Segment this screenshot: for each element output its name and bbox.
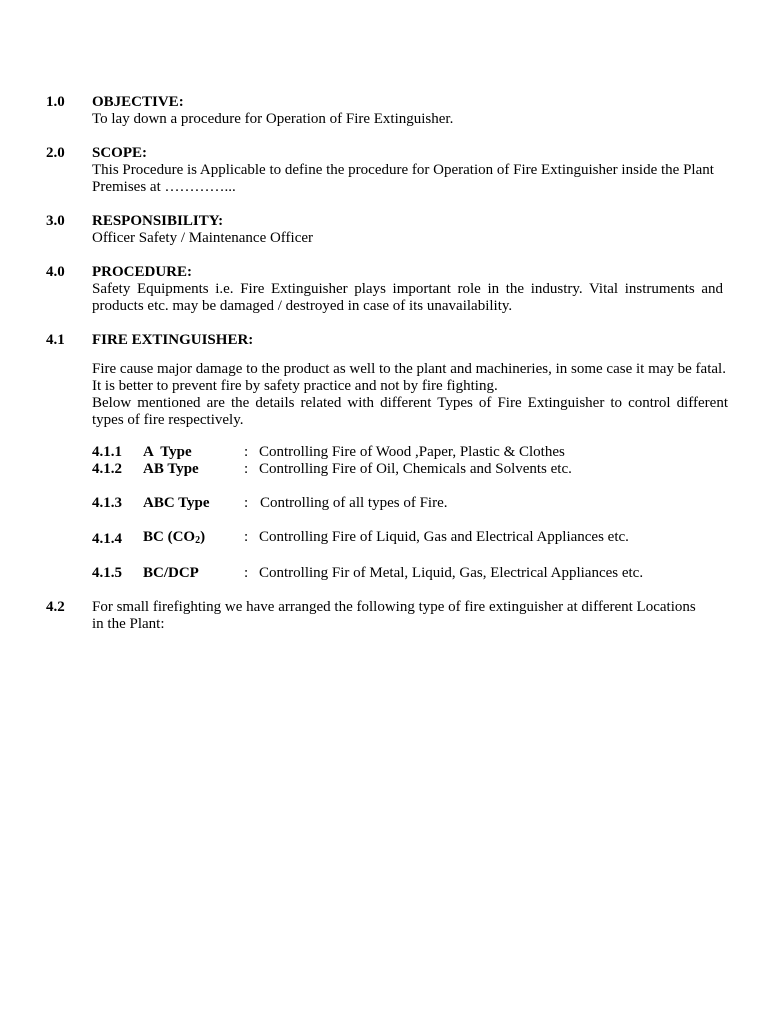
section-heading: FIRE EXTINGUISHER: — [92, 332, 254, 348]
extinguisher-type-row — [92, 461, 732, 478]
section-text: To lay down a procedure for Operation of Fire Extinguisher. — [92, 111, 454, 127]
section-number: 4.2 — [46, 599, 65, 615]
type-name: A Type — [143, 444, 192, 460]
section-paragraph: Below mentioned are the details related with different Types of Fire Extinguisher to control different types of fire respectively. — [92, 395, 728, 428]
type-description: Controlling Fire of Oil, Chemicals and Solvents etc. — [259, 461, 572, 477]
type-description: Controlling Fire of Wood ,Paper, Plastic & Clothes — [259, 444, 565, 460]
section-heading: PROCEDURE: — [92, 264, 192, 280]
section-text: This Procedure is Applicable to define the procedure for Operation of Fire Extinguisher inside the Plant Premises at …………... — [92, 162, 714, 195]
type-number: 4.1.4 — [92, 531, 122, 547]
section-text: Safety Equipments i.e. Fire Extinguisher plays important role in the industry. Vital instruments and products etc. may be damaged / destroyed in case of its unavailability. — [92, 281, 723, 314]
section-number: 1.0 — [46, 94, 65, 110]
type-name-prefix: BC (CO — [143, 529, 196, 545]
type-description: Controlling of all types of Fire. — [260, 495, 448, 511]
type-name: AB Type — [143, 461, 199, 477]
section-number: 2.0 — [46, 145, 65, 161]
section-paragraph: Fire cause major damage to the product as well to the plant and machineries, in some case it may be fatal. It is better to prevent fire by safety practice and not by fire fighting. — [92, 361, 726, 394]
extinguisher-type-row — [92, 529, 732, 546]
section-heading: SCOPE: — [92, 145, 148, 161]
type-colon: : — [244, 444, 249, 460]
extinguisher-type-row — [92, 444, 732, 461]
type-number: 4.1.3 — [92, 495, 122, 511]
type-name: ABC Type — [143, 495, 210, 511]
section-heading: OBJECTIVE: — [92, 94, 184, 110]
type-name: BC/DCP — [143, 565, 199, 581]
extinguisher-type-row — [92, 565, 732, 582]
section-text: Officer Safety / Maintenance Officer — [92, 230, 314, 246]
type-colon: : — [244, 495, 249, 511]
extinguisher-type-row — [92, 495, 732, 512]
type-colon: : — [244, 461, 249, 477]
section-heading: RESPONSIBILITY: — [92, 213, 224, 229]
section-number: 4.1 — [46, 332, 65, 348]
type-number: 4.1.5 — [92, 565, 122, 581]
type-name-suffix: ) — [200, 529, 206, 545]
type-colon: : — [244, 565, 249, 581]
type-description: Controlling Fir of Metal, Liquid, Gas, Electrical Appliances etc. — [259, 565, 644, 581]
section-number: 4.0 — [46, 264, 65, 280]
type-number: 4.1.2 — [92, 461, 122, 477]
type-name — [143, 529, 205, 546]
section-number: 3.0 — [46, 213, 65, 229]
type-colon: : — [244, 529, 249, 545]
section-text: For small firefighting we have arranged the following type of fire extinguisher at different Locations in the Plant: — [92, 599, 696, 632]
type-name-subscript: 2 — [195, 535, 201, 546]
type-description: Controlling Fire of Liquid, Gas and Electrical Appliances etc. — [259, 529, 629, 545]
type-number: 4.1.1 — [92, 444, 122, 460]
